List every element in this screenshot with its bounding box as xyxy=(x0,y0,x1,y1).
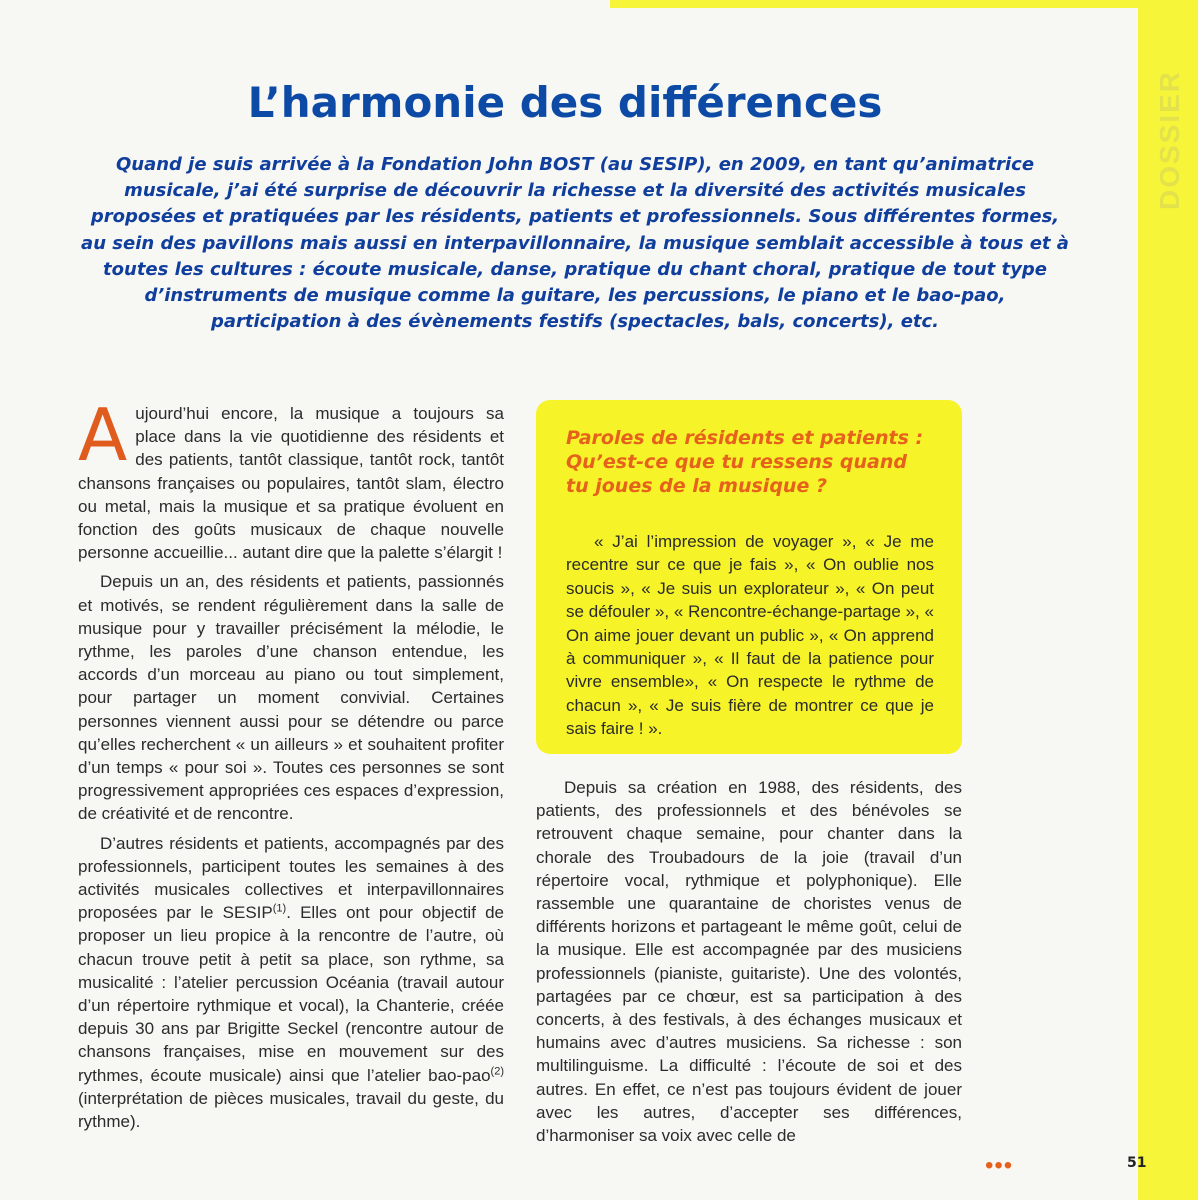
section-tab: DOSSIER xyxy=(1154,70,1185,211)
left-paragraph-3 xyxy=(78,832,504,1134)
drop-cap: A xyxy=(78,393,128,477)
left-column xyxy=(78,393,504,1133)
top-yellow-band xyxy=(610,0,1198,8)
footnote-ref-2: (2) xyxy=(490,1065,504,1078)
left-paragraph-2: Depuis un an, des résidents et patients, passionnés et motivés, se rendent régulièrement dans la salle de musique pour y travailler précisément la mélodie, le rythme, les paroles d’une chanson entendue, les accords d’un morceau au piano ou tout simplement, pour partager un moment convivial. Certaines personnes viennent aussi pour se détendre ou parce qu’elles recherchent « un ailleurs » et souhaitent profiter d’un temps « pour soi ». Toutes ces personnes se sont progressivement appropriées ces espaces d’expression, de créativité et de rencontre. xyxy=(78,572,504,824)
left-paragraph-3-part-c: (interprétation de pièces musicales, travail du geste, du rythme). xyxy=(78,1088,504,1132)
right-paragraph-1: Depuis sa création en 1988, des résidents, des patients, des professionnels et des bénévoles se retrouvent chaque semaine, pour chanter dans la chorale des Troubadours de la joie (travail d’un répertoire vocal, rythmique et polyphonique). Elle rassemble une quarantaine de choristes venus de différents horizons et partageant le même goût, celui de la musique. Elle est accompagnée par des musiciens professionnels (pianiste, guitariste). Une des volontés, partagées par ce chœur, est sa participation à des concerts, à des festivals, à des échanges musicaux et humains avec d’autres musiciens. Sa richesse : son multilinguisme. La difficulté : l’écoute de soi et des autres. En effet, ce n’est pas toujours évident de jouer avec les autres, d’accepter ses différences, d’harmoniser sa voix avec celle de xyxy=(536,778,962,1146)
left-paragraph-3-part-a: D’autres résidents et patients, accompagnés par des professionnels, participent toutes les semaines à des activités musicales collectives et interpavillonnaires proposées par le SESIP xyxy=(78,833,504,923)
page-number: 51 xyxy=(1127,1155,1147,1171)
decorative-dots: ••• xyxy=(985,1152,1014,1179)
left-paragraph-1 xyxy=(78,393,504,564)
quote-box-title: Paroles de résidents et patients : Qu’est-ce que tu ressens quand tu joues de la musique ? xyxy=(566,427,924,497)
quote-box-text: « J’ai l’impression de voyager », « Je me recentre sur ce que je fais », « On oublie nos soucis », « Je suis un explorateur », « On peut se défouler », « Rencontre-échange-partage », « On aime jouer devant un public », « On apprend à communiquer », « Il faut de la patience pour vivre ensemble», « On respecte le rythme de chacun », « Je suis fière de montrer ce que je sais faire ! ». xyxy=(566,532,934,739)
page-title: L’harmonie des différences xyxy=(247,78,883,127)
footnote-ref-1: (1) xyxy=(272,902,287,915)
intro-paragraph: Quand je suis arrivée à la Fondation John BOST (au SESIP), en 2009, en tant qu’animatrice musicale, j’ai été surprise de découvrir la richesse et la diversité des activités musicales proposées et pratiquées par les résidents, patients et professionnels. Sous différentes formes, au sein des pavillons mais aussi en interpavillonnaire, la musique semblait accessible à tous et à toutes les cultures : écoute musicale, danse, pratique du chant choral, pratique de tout type d’instruments de musique comme la guitare, les percussions, le piano et le bao-pao, participation à des évènements festifs (spectacles, bals, concerts), etc. xyxy=(81,154,1069,333)
left-paragraph-3-part-b: . Elles ont pour objectif de proposer un lieu propice à la rencontre de l’autre, où chacun trouve petit à petit sa place, son rythme, sa musicalité : l’atelier percussion Océania (travail autour d’un répertoire rythmique et vocal), la Chanterie, créée depuis 30 ans par Brigitte Seckel (rencontre autour de chansons françaises, mise en mouvement sur des rythmes, écoute musicale) ainsi que l’atelier bao-pao xyxy=(78,903,504,1085)
left-paragraph-1-text: ujourd’hui encore, la musique a toujours sa place dans la vie quotidienne des résidents et des patients, tantôt classique, tantôt rock, tantôt chansons françaises ou populaires, tantôt slam, électro ou metal, mais la musique et sa pratique évoluent en fonction des goûts musicaux de chaque nouvelle personne accueillie... autant dire que la palette s’élargit ! xyxy=(78,404,504,563)
quote-box xyxy=(536,400,962,754)
